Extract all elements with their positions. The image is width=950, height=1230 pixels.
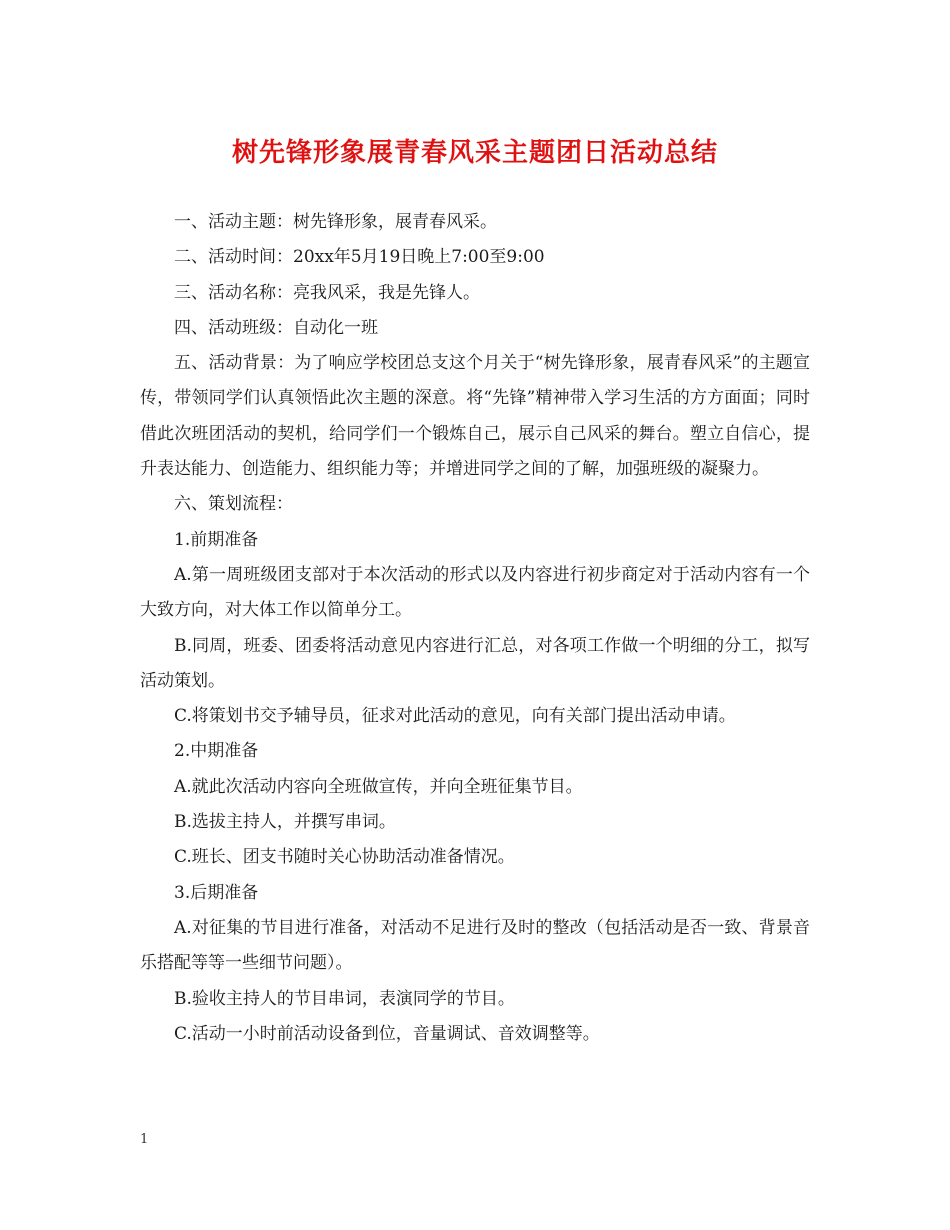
document-title: 树先锋形象展青春风采主题团日活动总结 xyxy=(231,138,718,168)
paragraph-early-a: A.第一周班级团支部对于本次活动的形式以及内容进行初步商定对于活动内容有一个大致方向，对大体工作以简单分工。 xyxy=(140,564,810,621)
paragraph-background: 五、活动背景：为了响应学校团总支这个月关于“树先锋形象，展青春风采”的主题宣传，带领同学们认真领悟此次主题的深意。将“先锋”精神带入学习生活的方方面面；同时借此次班团活动的契机，给同学们一个锻炼自己，展示自己风采的舞台。塑立自信心，提升表达能力、创造能力、组织能力等；并增进同学之间的了解，加强班级的凝聚力。 xyxy=(140,353,810,480)
document-body xyxy=(140,205,810,1052)
paragraph-mid-b: B.选拔主持人，并撰写串词。 xyxy=(174,812,396,833)
paragraph-name: 三、活动名称：亮我风采，我是先锋人。 xyxy=(174,282,480,303)
paragraph-late-a: A.对征集的节目进行准备，对活动不足进行及时的整改（包括活动是否一致、背景音乐搭配等等一些细节问题）。 xyxy=(140,917,810,974)
paragraph-late-c: C.活动一小时前活动设备到位，音量调试、音效调整等。 xyxy=(174,1023,600,1044)
paragraph-mid-prep: 2.中期准备 xyxy=(174,741,259,762)
page-number: 1 xyxy=(140,1132,149,1147)
paragraph-early-c: C.将策划书交予辅导员，征求对此活动的意见，向有关部门提出活动申请。 xyxy=(174,706,736,727)
paragraph-time: 二、活动时间：20xx年5月19日晚上7:00至9:00 xyxy=(174,247,545,268)
paragraph-mid-c: C.班长、团支书随时关心协助活动准备情况。 xyxy=(174,847,515,868)
paragraph-process-heading: 六、策划流程： xyxy=(174,494,293,515)
paragraph-early-prep: 1.前期准备 xyxy=(174,529,259,550)
paragraph-early-b: B.同周，班委、团委将活动意见内容进行汇总，对各项工作做一个明细的分工，拟写活动策划。 xyxy=(140,635,810,691)
paragraph-class: 四、活动班级：自动化一班 xyxy=(174,317,378,338)
paragraph-theme: 一、活动主题：树先锋形象，展青春风采。 xyxy=(174,212,497,232)
paragraph-late-b: B.验收主持人的节目串词，表演同学的节目。 xyxy=(174,988,515,1009)
paragraph-mid-a: A.就此次活动内容向全班做宣传，并向全班征集节目。 xyxy=(174,776,583,797)
paragraph-late-prep: 3.后期准备 xyxy=(174,882,259,903)
